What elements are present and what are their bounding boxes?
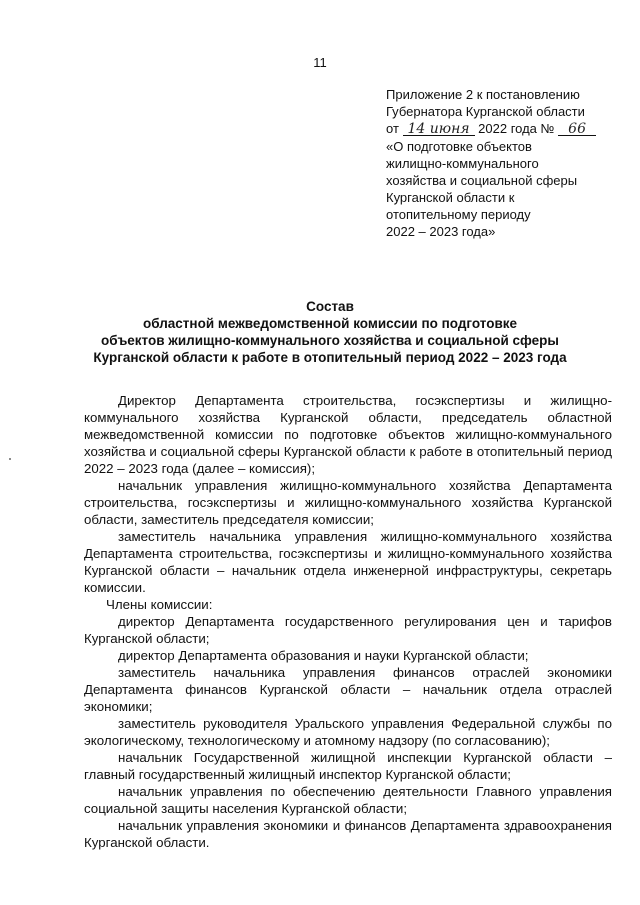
paragraph-member: директор Департамента государственного регулирования цен и тарифов Курганской области; (84, 614, 612, 646)
appendix-date-prefix: от (386, 121, 399, 136)
appendix-line-1: Приложение 2 к постановлению (386, 87, 580, 102)
title-line-3: объектов жилищно-коммунального хозяйства и социальной сферы (101, 333, 559, 348)
appendix-year-number-label: 2022 года № (478, 121, 555, 136)
scan-speck (9, 458, 11, 460)
appendix-line-6: хозяйства и социальной сферы (386, 173, 578, 188)
paragraph-member: начальник Государственной жилищной инспекции Курганской области – главный государственный жилищный инспектор Курганской области; (84, 750, 612, 782)
appendix-header (386, 86, 631, 240)
title-line-2: областной межведомственной комиссии по подготовке (142, 316, 518, 331)
paragraph-member: начальник управления экономики и финансов Департамента здравоохранения Курганской области. (84, 818, 612, 850)
appendix-line-9: 2022 – 2023 года» (386, 224, 496, 239)
appendix-line-3 (386, 120, 631, 138)
paragraph-member: начальник управления по обеспечению деятельности Главного управления социальной защиты населения Курганской области; (84, 784, 612, 816)
title-line-1: Состав (306, 299, 354, 314)
paragraph-chairman: Директор Департамента строительства, госэкспертизы и жилищно-коммунального хозяйства Курганской области, председатель областной межведомственной комиссии по подготовке объектов жилищно-коммунального хозяйства и социальной сферы Курганской области к работе в отопительный период 2022 – 2023 года (далее – комиссия); (84, 393, 612, 476)
paragraph-secretary: заместитель начальника управления жилищно-коммунального хозяйства Департамента строительства, госэкспертизы и жилищно-коммунального хозяйства Курганской области – начальник отдела инженерной инфраструктуры, секретарь комиссии. (84, 529, 612, 595)
appendix-line-7: Курганской области к (386, 190, 515, 205)
title-line-4: Курганской области к работе в отопительный период 2022 – 2023 года (93, 350, 567, 365)
handwritten-date: 14 июня (403, 121, 475, 138)
paragraph-member: директор Департамента образования и науки Курганской области; (118, 648, 529, 663)
appendix-line-2: Губернатора Курганской области (386, 104, 585, 119)
document-body (84, 392, 612, 851)
appendix-line-8: отопительному периоду (386, 207, 531, 222)
paragraph-deputy-chairman: начальник управления жилищно-коммунального хозяйства Департамента строительства, госэкспертизы и жилищно-коммунального хозяйства Курганской области, заместитель председателя комиссии; (84, 478, 612, 527)
paragraph-member: заместитель руководителя Уральского управления Федеральной службы по экологическому, технологическому и атомному надзору (по согласованию); (84, 716, 612, 748)
paragraph-member: заместитель начальника управления финансов отраслей экономики Департамента финансов Курганской области – начальник отдела отраслей экономики; (84, 665, 612, 714)
handwritten-number: 66 (558, 121, 596, 138)
appendix-line-4: «О подготовке объектов (386, 139, 532, 154)
members-label: Члены комиссии: (106, 597, 213, 612)
appendix-line-5: жилищно-коммунального (386, 156, 539, 171)
page-number: 11 (313, 55, 327, 70)
document-title (40, 298, 620, 366)
